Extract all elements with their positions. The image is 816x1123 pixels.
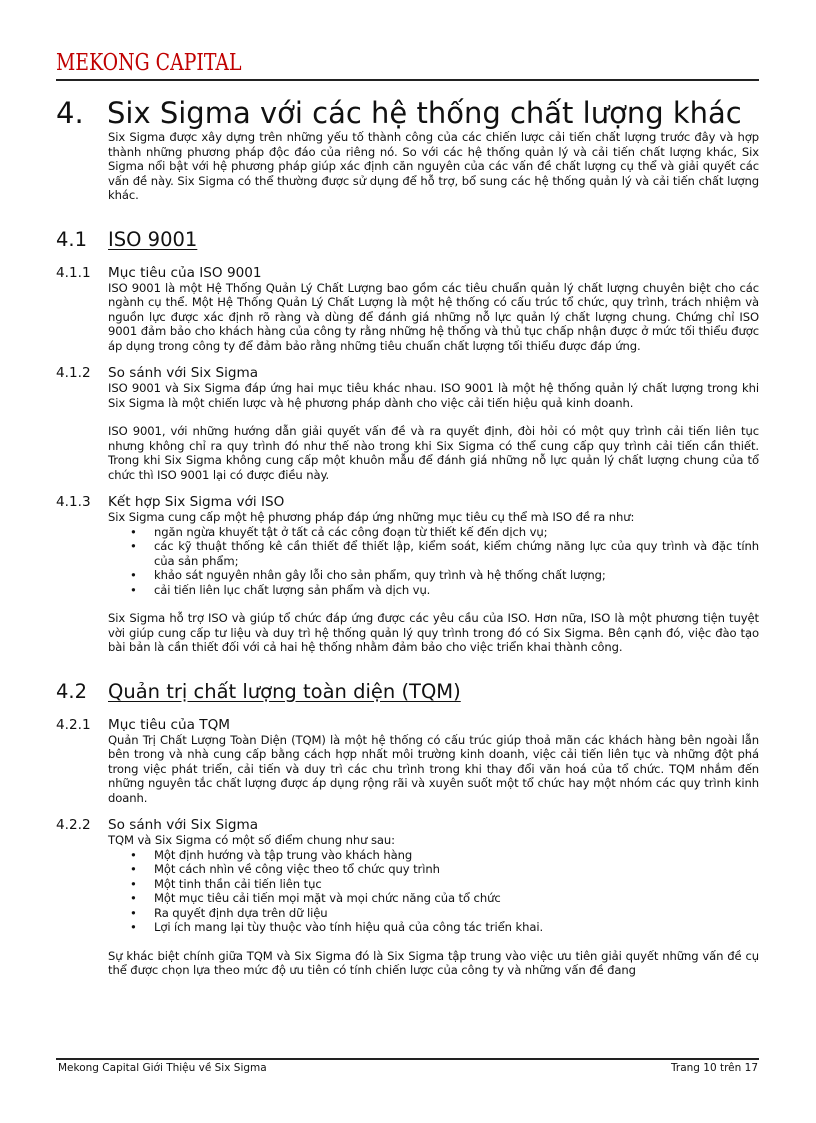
subsection-4-1-3-heading <box>56 494 759 510</box>
list-item-text: Lợi ích mang lại tùy thuộc vào tính hiệu quả của công tác triển khai. <box>154 920 544 934</box>
bullet-icon: • <box>130 920 137 934</box>
list-item <box>108 525 759 540</box>
bullet-icon: • <box>130 524 137 539</box>
list-item-text: Một tinh thần cải tiến liên tục <box>154 876 322 891</box>
chapter-heading <box>56 96 759 130</box>
subsection-title: Mục tiêu của ISO 9001 <box>108 264 262 281</box>
list-item <box>108 583 759 598</box>
subsection-number: 4.1.1 <box>56 264 91 281</box>
list-item <box>108 906 759 921</box>
paragraph: Six Sigma cung cấp một hệ phương pháp đáp ứng những mục tiêu cụ thể mà ISO đề ra như: <box>108 510 635 524</box>
list-item-text: Một cách nhìn về công việc theo tổ chức quy trình <box>154 862 440 876</box>
bullet-icon: • <box>130 568 137 582</box>
paragraph: TQM và Six Sigma có một số điểm chung như sau: <box>108 833 395 847</box>
subsection-title: So sánh với Six Sigma <box>108 365 259 381</box>
bullet-list <box>108 848 759 935</box>
list-item-text: Một mục tiêu cải tiến mọi mặt và mọi chức năng của tổ chức <box>154 891 501 905</box>
section-4-1-heading <box>56 229 759 251</box>
paragraph: Six Sigma hỗ trợ ISO và giúp tổ chức đáp ứng được các yêu cầu của ISO. Hơn nữa, ISO là một phương tiện tuyệt vời giúp cung cấp tư liệu và duy trì hệ thống quản lý quy trình trong đó có Six Sigma. Bên cạnh đó, việc đào tạo bài bản là cần thiết đối với cả hai hệ thống nhằm đảm bảo cho việc triển khai thành công. <box>108 611 759 654</box>
paragraph: Quản Trị Chất Lượng Toàn Diện (TQM) là một hệ thống có cấu trúc giúp thoả mãn các khách hàng bên ngoài lẫn bên trong và nhà cung cấp bằng cách hợp nhất môi trường kinh doanh, việc cải tiến liên tục và những đột phá trong việc phát triển, cải tiến và duy trì các chu trình trong khi thay đổi văn hoá của tổ chức. TQM nhắm đến những nguyên tắc chất lượng được áp dụng rộng rãi và xuyên suốt một tổ chức hay một nhóm các quy trình kinh doanh. <box>108 732 759 805</box>
page-content <box>56 96 759 978</box>
subsection-title: Mục tiêu của TQM <box>108 716 231 733</box>
bullet-icon: • <box>130 582 137 597</box>
section-title: ISO 9001 <box>108 227 198 251</box>
subsection-number: 4.1.2 <box>56 365 91 381</box>
list-item-text: các kỹ thuật thống kê cần thiết để thiết lập, kiểm soát, kiểm chứng năng lực của quy trình và đặc tính của sản phẩm; <box>154 539 759 568</box>
paragraph: ISO 9001 là một Hệ Thống Quản Lý Chất Lượng bao gồm các tiêu chuẩn quản lý chất lượng chuyên biệt cho các ngành cụ thể. Một Hệ Thống Quản Lý Chất Lượng là một hệ thống có cấu trúc tổ chức, quy trình, trách nhiệm và nguồn lực được xác định rõ ràng và dùng để đánh giá những nỗ lực quản lý chất lượng chung. Chứng chỉ ISO 9001 đảm bảo cho khách hàng của công ty rằng những hệ thống và thủ tục chấp nhận được ở mức tối thiểu được áp dụng trong công ty để đảm bảo rằng những tiêu chuẩn chất lượng tối thiểu được đáp ứng. <box>108 280 759 353</box>
chapter-number: 4. <box>56 96 84 130</box>
chapter-intro: Six Sigma được xây dựng trên những yếu tố thành công của các chiến lược cải tiến chất lượng trước đây và hợp thành những phương pháp độc đáo của riêng nó. So với các hệ thống quản lý và cải tiến chất lượng khác, Six Sigma nổi bật với hệ phương pháp giúp xác định căn nguyên của các vấn đề chất lượng cụ thể và giải quyết các vấn đề này. Six Sigma có thể thường được sử dụng để hỗ trợ, bổ sung các hệ thống quản lý và cải tiến chất lượng khác. <box>108 130 759 202</box>
subsection-title: So sánh với Six Sigma <box>108 817 259 833</box>
bullet-icon: • <box>130 539 137 553</box>
bullet-list <box>108 525 759 598</box>
subsection-4-2-2-heading <box>56 817 759 833</box>
subsection-number: 4.1.3 <box>56 494 91 510</box>
bullet-icon: • <box>130 847 137 862</box>
list-item <box>108 848 759 863</box>
bullet-icon: • <box>130 862 137 876</box>
section-4-2-heading <box>56 681 759 703</box>
list-item <box>108 568 759 583</box>
company-logo: MEKONG CAPITAL <box>56 50 242 76</box>
list-item <box>108 920 759 935</box>
subsection-number: 4.2.2 <box>56 817 91 833</box>
list-item <box>108 539 759 568</box>
paragraph: ISO 9001 và Six Sigma đáp ứng hai mục tiêu khác nhau. ISO 9001 là một hệ thống quản lý chất lượng trong khi Six Sigma là một chiến lược và hệ phương pháp dành cho việc cải tiến hiệu quả kinh doanh. <box>108 381 759 410</box>
chapter-title: Six Sigma với các hệ thống chất lượng khác <box>107 96 742 130</box>
footer-page-number: Trang 10 trên 17 <box>671 1062 758 1074</box>
list-item-text: Một định hướng và tập trung vào khách hàng <box>154 847 413 862</box>
subsection-4-1-2-heading <box>56 365 759 381</box>
footer-document-title: Mekong Capital Giới Thiệu về Six Sigma <box>58 1062 267 1074</box>
list-item-text: Ra quyết định dựa trên dữ liệu <box>154 905 328 920</box>
bullet-icon: • <box>130 891 137 905</box>
list-item <box>108 877 759 892</box>
list-item-text: cải tiến liên lục chất lượng sản phẩm và dịch vụ. <box>154 582 431 597</box>
header-divider <box>56 79 759 81</box>
section-number: 4.2 <box>56 679 88 703</box>
bullet-icon: • <box>130 905 137 920</box>
list-item-text: ngăn ngừa khuyết tật ở tất cả các công đoạn từ thiết kế đến dịch vụ; <box>154 524 548 539</box>
section-title: Quản trị chất lượng toàn diện (TQM) <box>108 679 461 703</box>
subsection-title: Kết hợp Six Sigma với ISO <box>108 494 285 510</box>
list-item <box>108 862 759 877</box>
bullet-icon: • <box>130 876 137 891</box>
subsection-4-2-1-heading <box>56 717 759 733</box>
section-number: 4.1 <box>56 227 88 251</box>
list-item <box>108 891 759 906</box>
subsection-4-1-1-heading <box>56 265 759 281</box>
footer-divider <box>56 1058 759 1060</box>
list-item-text: khảo sát nguyên nhân gây lỗi cho sản phẩm, quy trình và hệ thống chất lượng; <box>154 568 606 582</box>
paragraph: Sự khác biệt chính giữa TQM và Six Sigma đó là Six Sigma tập trung vào việc ưu tiên giải quyết những vấn đề cụ thể được chọn lựa theo mức độ ưu tiên có tính chiến lược của công ty và những vấn đề đang <box>108 948 759 977</box>
paragraph: ISO 9001, với những hướng dẫn giải quyết vấn đề và ra quyết định, đòi hỏi có một quy trình cải tiến liên tục nhưng không chỉ ra quy trình đó như thế nào trong khi Six Sigma có thể cung cấp quy trình cải tiến cần thiết. Trong khi Six Sigma không cung cấp một khuôn mẫu để đánh giá những nỗ lực quản lý chất lượng chung của tổ chức thì ISO 9001 lại có được điều này. <box>108 424 759 482</box>
subsection-number: 4.2.1 <box>56 716 91 733</box>
